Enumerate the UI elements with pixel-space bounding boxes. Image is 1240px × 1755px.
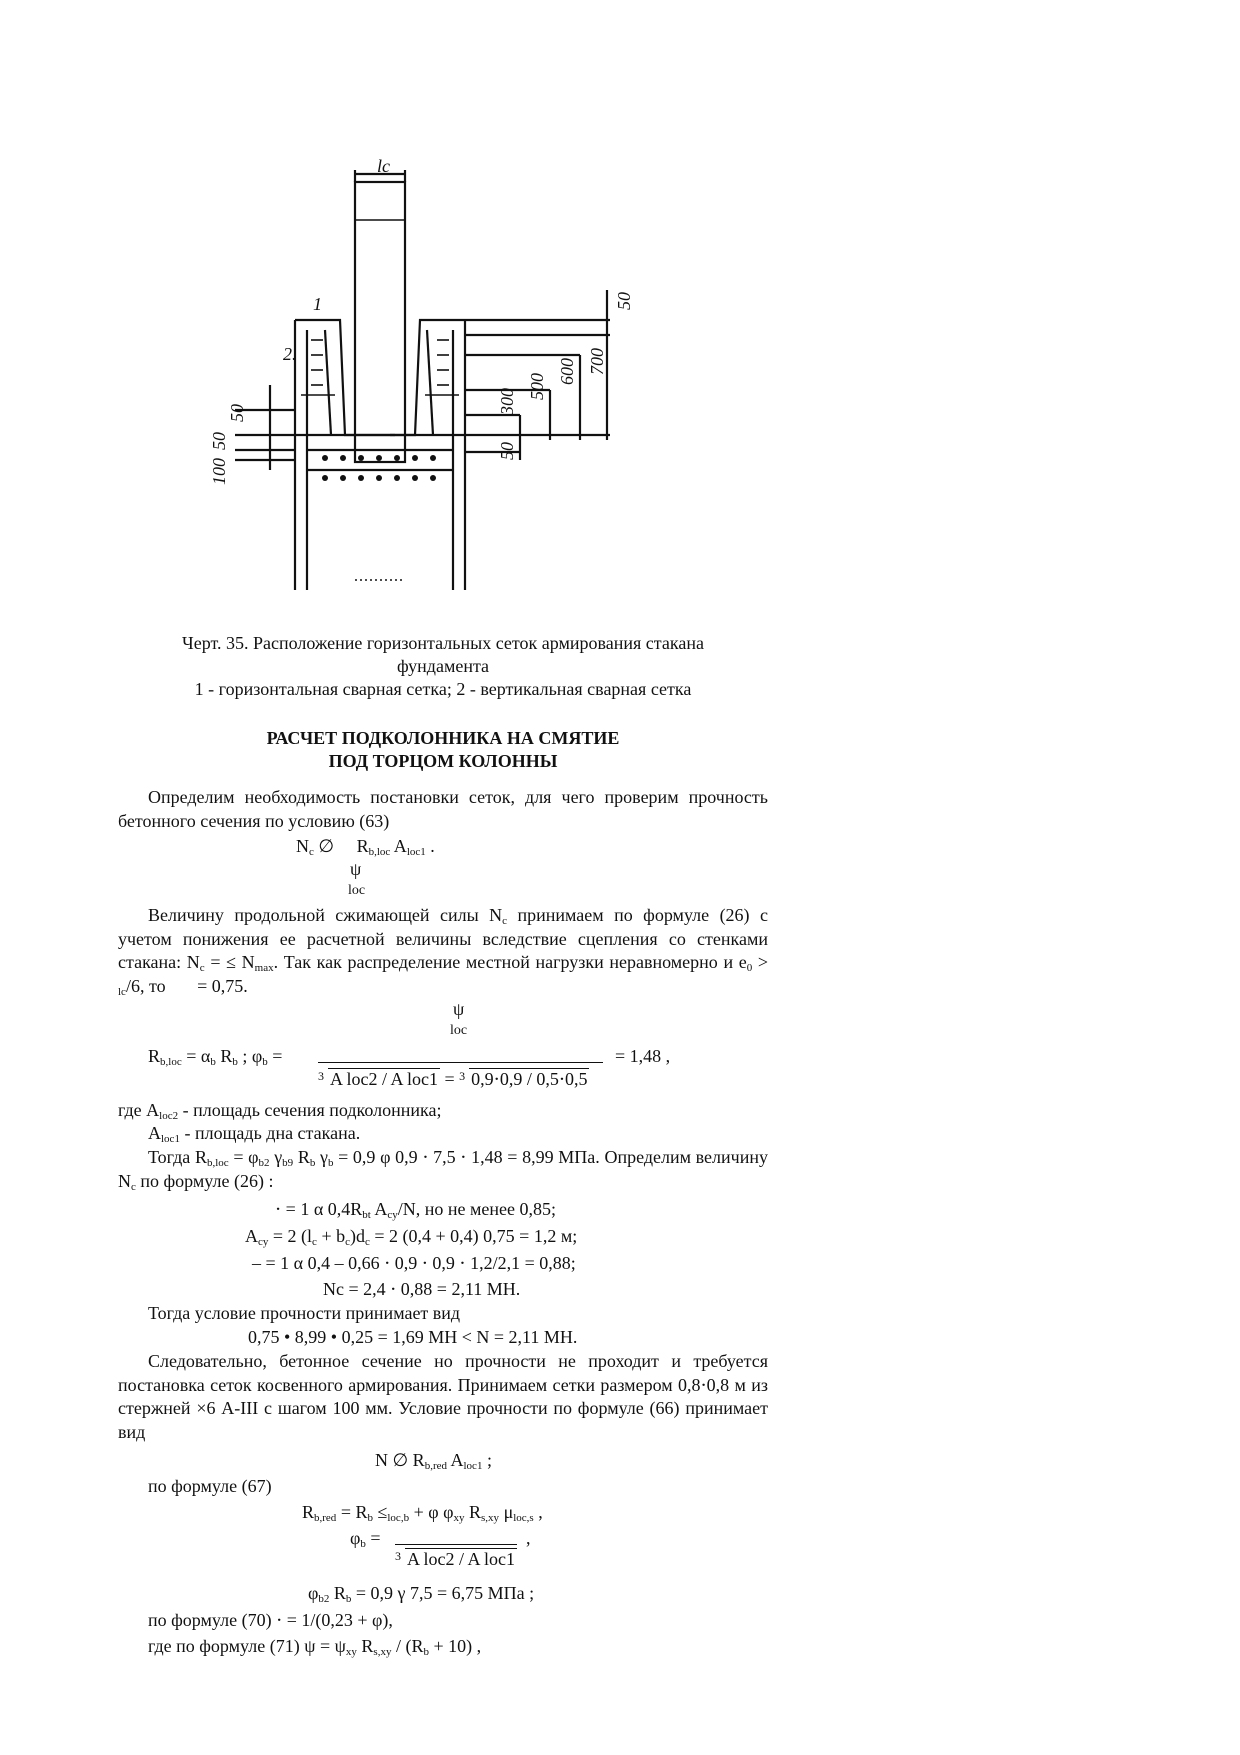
equation-1: ⋅ = 1 α 0,4Rbt Acy/N, но не менее 0,85; bbox=[275, 1199, 556, 1221]
paragraph-1: Определим необходимость постановки сеток, для чего проверим прочность бетонного сечения по условию (63) bbox=[118, 787, 768, 831]
equation-6: N ∅ Rb,red Aloc1 ; bbox=[375, 1450, 492, 1472]
cube-root-expression: 3 A loc2 / A loc1 = 3 0,9⋅0,9 / 0,5⋅0,5 bbox=[318, 1069, 588, 1089]
paragraph-8: по формуле (67) bbox=[148, 1476, 272, 1496]
section-title-line-2: ПОД ТОРЦОМ КОЛОННЫ bbox=[328, 751, 558, 771]
loc-label-1: loc bbox=[348, 883, 366, 898]
paragraph-5: Тогда Rb,loc = φb2 γb9 Rb γb = 0,9 φ 0,9 ⋅ 7,5 ⋅ 1,48 = 8,99 МПа. Определим величину Nc по формуле (26) : bbox=[118, 1147, 768, 1193]
dim-100-left: 100 bbox=[209, 458, 229, 485]
caption-line-2: фундамента bbox=[396, 656, 490, 676]
dim-50-bottom: 50 bbox=[497, 442, 517, 460]
caption-line-1: Черт. 35. Расположение горизонтальных сеток армирования стакана bbox=[182, 633, 704, 653]
fraction-bar-2 bbox=[395, 1544, 517, 1545]
foundation-drawing bbox=[209, 156, 675, 600]
equation-7: Rb,red = Rb ≤loc,b + φ φxy Rs,xy μloc,s , bbox=[302, 1502, 543, 1524]
section-title-line-1: РАСЧЕТ ПОДКОЛОННИКА НА СМЯТИЕ bbox=[266, 728, 620, 748]
column-outline bbox=[355, 182, 405, 462]
formula-rbloc-result: = 1,48 , bbox=[615, 1046, 671, 1066]
paragraph-4: Aloc1 - площадь дна стакана. bbox=[148, 1123, 361, 1145]
psi-symbol-2: ψ bbox=[453, 999, 465, 1019]
dim-600: 600 bbox=[557, 358, 577, 385]
equation-3: – = 1 α 0,4 – 0,66 ⋅ 0,9 ⋅ 0,9 ⋅ 1,2/2,1 = 0,88; bbox=[252, 1253, 576, 1273]
formula-63: Nc ∅ Rb,loc Aloc1 . bbox=[296, 836, 435, 858]
paragraph-2: Величину продольной сжимающей силы Nc принимаем по формуле (26) с учетом понижения ее расчетной величины вследствие сцепления со стенками стакана: Nc = ≤ Nmax. Так как распределение местной нагрузки неравномерно и e0 > lc/6, то = 0,75. bbox=[118, 905, 769, 998]
dim-500: 500 bbox=[527, 373, 547, 400]
label-lc: lc bbox=[377, 156, 390, 176]
equation-8-comma: , bbox=[526, 1528, 531, 1548]
equation-8: φb = bbox=[350, 1528, 381, 1550]
dim-700: 700 bbox=[587, 348, 607, 375]
caption-line-3: 1 - горизонтальная сварная сетка; 2 - вертикальная сварная сетка bbox=[194, 679, 692, 699]
paragraph-7: Следовательно, бетонное сечение но прочности не проходит и требуется постановка сеток косвенного армирования. Принимаем сетки размером 0,8⋅0,8 м из стержней ×6 А-III с шагом 100 мм. Условие прочности по формуле (66) принимает вид bbox=[118, 1351, 768, 1442]
cube-root-expression-2: 3 A loc2 / A loc1 bbox=[395, 1549, 515, 1569]
dim-300: 300 bbox=[497, 388, 517, 415]
dim-50-left: 50 bbox=[209, 432, 229, 450]
loc-label-2: loc bbox=[450, 1023, 468, 1038]
label-1: 1 bbox=[313, 294, 322, 314]
paragraph-6: Тогда условие прочности принимает вид bbox=[148, 1303, 461, 1323]
equation-5: 0,75 • 8,99 • 0,25 = 1,69 МН < N = 2,11 МН. bbox=[248, 1327, 578, 1347]
paragraph-10: где по формуле (71) ψ = ψxy Rs,xy / (Rb + 10) , bbox=[148, 1636, 482, 1658]
equation-9: φb2 Rb = 0,9 γ 7,5 = 6,75 МПа ; bbox=[308, 1583, 535, 1605]
paragraph-3: где Aloc2 - площадь сечения подколонника; bbox=[118, 1100, 442, 1122]
left-wall-inner bbox=[295, 320, 395, 435]
fraction-bar-1 bbox=[318, 1062, 603, 1063]
dim-50-top: 50 bbox=[614, 292, 634, 310]
equation-2: Acy = 2 (lc + bc)dc = 2 (0,4 + 0,4) 0,75 = 1,2 м; bbox=[245, 1226, 578, 1248]
label-2: 2. bbox=[283, 344, 297, 364]
equation-4: Nc = 2,4 ⋅ 0,88 = 2,11 МН. bbox=[323, 1279, 521, 1299]
formula-rbloc: Rb,loc = αb Rb ; φb = bbox=[148, 1046, 283, 1068]
psi-symbol-1: ψ bbox=[350, 859, 362, 879]
dim-50-left-top: 50 bbox=[227, 404, 247, 422]
paragraph-9: по формуле (70) ⋅ = 1/(0,23 + φ), bbox=[148, 1610, 393, 1630]
